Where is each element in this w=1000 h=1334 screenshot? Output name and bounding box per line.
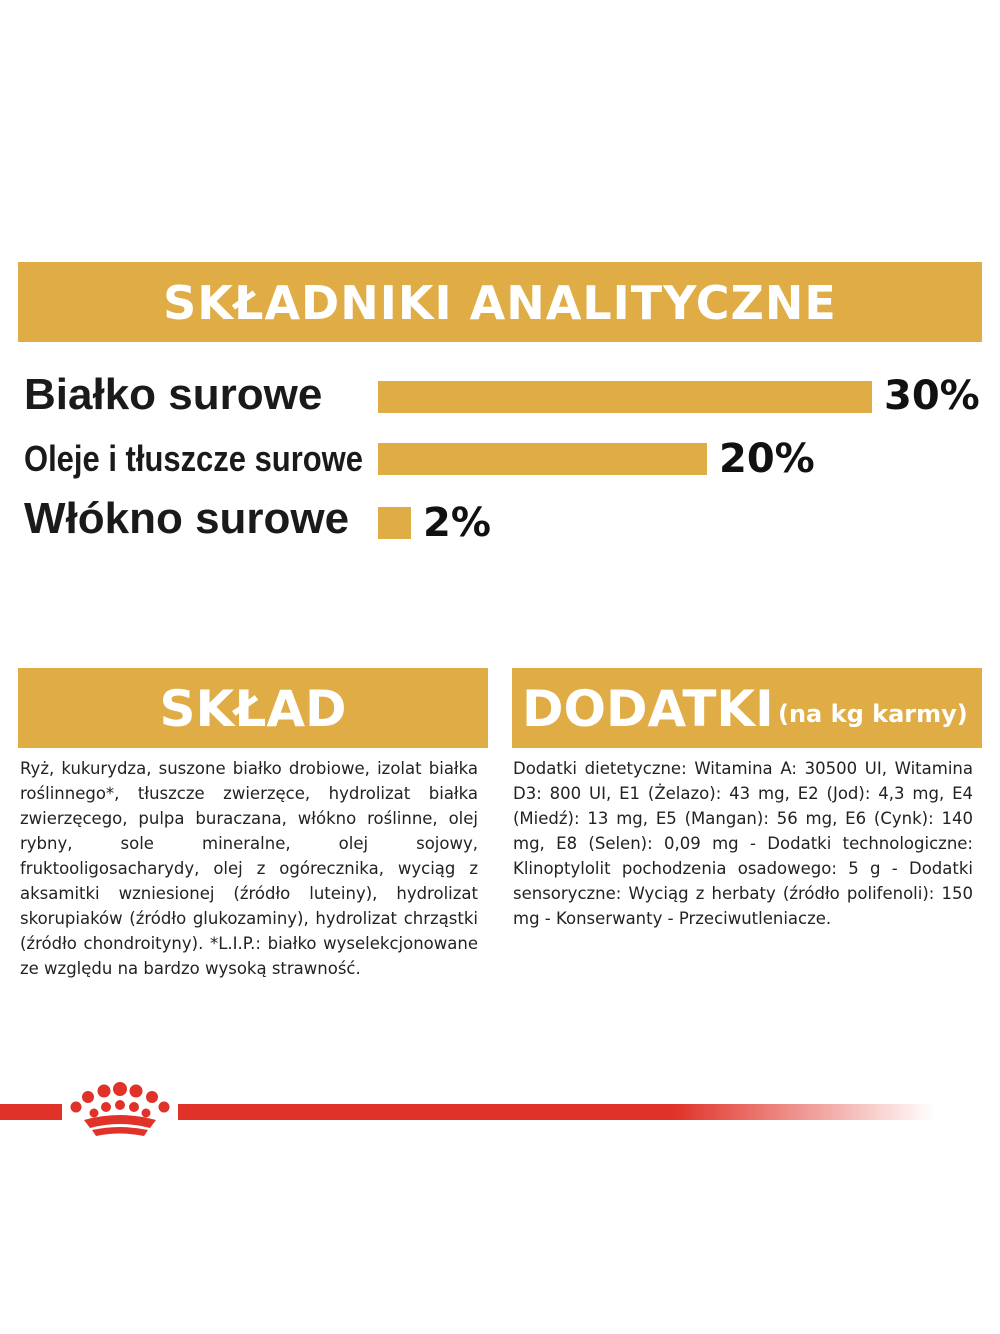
value-fiber: 2% (423, 500, 491, 546)
row-label-fiber: Włókno surowe (24, 494, 350, 543)
royal-canin-crown-icon (62, 1080, 178, 1142)
row-label-fat: Oleje i tłuszcze surowe (24, 438, 363, 479)
additives-subtitle: (na kg karmy) (778, 700, 968, 728)
additives-text: Dodatki dietetyczne: Witamina A: 30500 UI, Witamina D3: 800 UI, E1 (Żelazo): 43 mg, E2 (Jod): 4,3 mg, E4 (Miedź): 13 mg, E5 (Mangan): 56 mg, E6 (Cynk): 140 mg, E8 (Selen): 0,09 mg - Dodatki technologiczne: Klinoptylolit pochodzenia osadowego: 5 g - Dodatki sensoryczne: Wyciąg z herbaty (źródło polifenoli): 150 mg - Konserwanty - Przeciwutleniacze. (513, 759, 973, 928)
composition-title: SKŁAD (159, 680, 347, 738)
composition-banner (18, 668, 488, 748)
bar-protein (378, 381, 872, 413)
bar-fat (378, 443, 707, 475)
value-protein: 30% (884, 373, 980, 419)
additives-banner (512, 668, 982, 748)
composition-text: Ryż, kukurydza, suszone białko drobiowe, izolat białka roślinnego*, tłuszcze zwierzęce, hydrolizat białka zwierzęcego, pulpa buraczana, włókno roślinne, olej rybny, sole mineralne, olej sojowy, fruktooligosacharydy, olej z ogórecznika, wyciąg z aksamitki wzniesionej (źródło luteiny), hydrolizat skorupiaków (źródło glukozaminy), hydrolizat chrząstki (źródło chondroityny). *L.I.P.: białko wyselekcjonowane ze względu na bardzo wysoką strawność. (20, 759, 478, 978)
analytical-title: SKŁADNIKI ANALITYCZNE (163, 276, 837, 330)
value-fat: 20% (719, 436, 815, 482)
row-label-protein: Białko surowe (24, 370, 323, 419)
additives-title: DODATKI (522, 680, 774, 738)
bar-fiber (378, 507, 411, 539)
analytical-banner (18, 262, 982, 342)
